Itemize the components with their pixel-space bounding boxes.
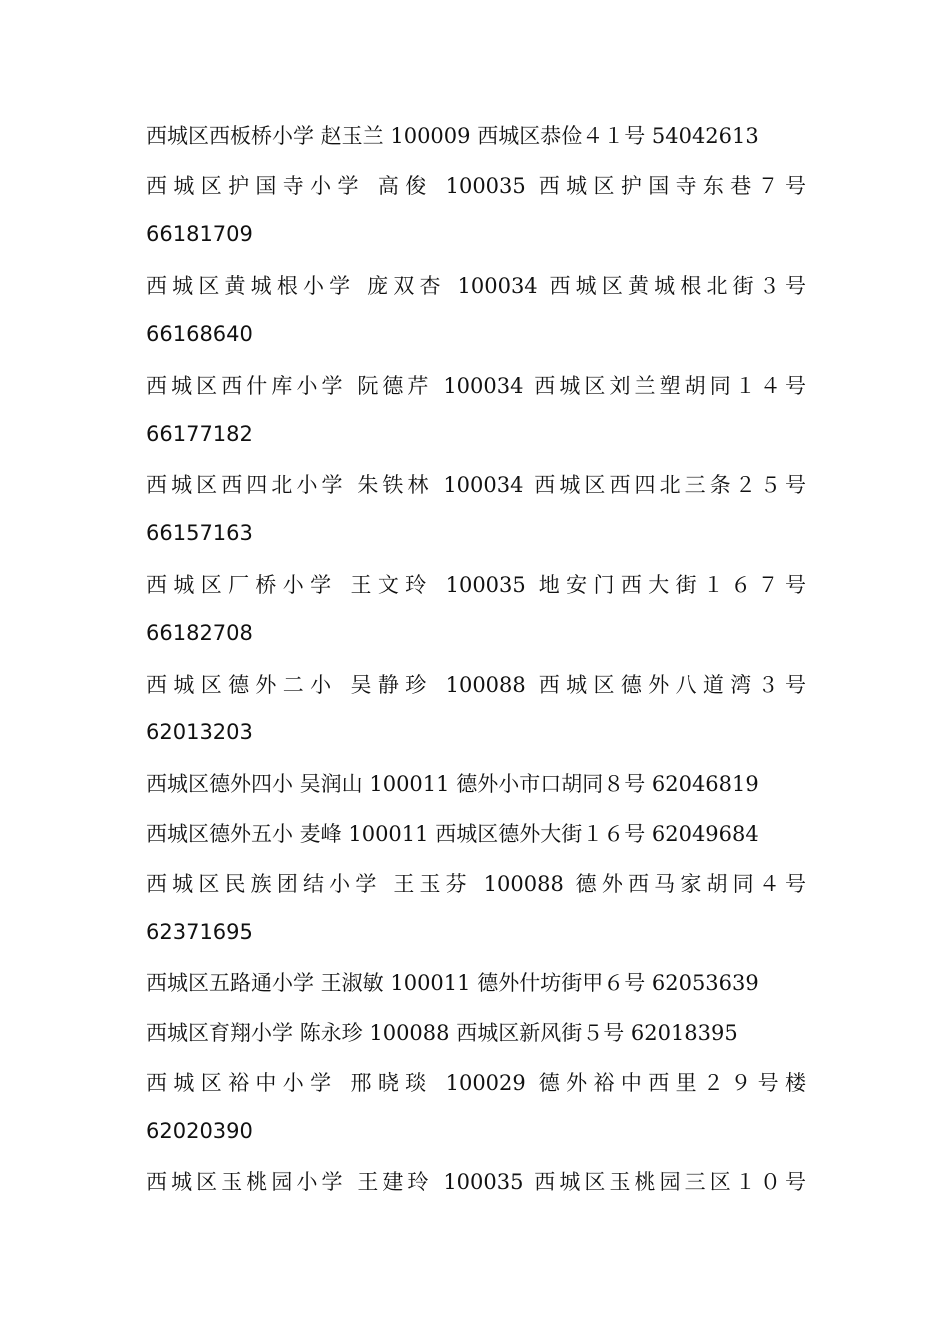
- text-line: 62013203: [146, 720, 253, 744]
- text-line: 西城区民族团结小学 王玉芬 100088 德外西马家胡同４号: [146, 872, 806, 896]
- text-line: 西城区西什库小学 阮德芹 100034 西城区刘兰塑胡同１４号: [146, 374, 806, 398]
- text-line: 66157163: [146, 521, 253, 545]
- text-line: 西城区育翔小学 陈永珍 100088 西城区新风街５号 62018395: [146, 1021, 738, 1045]
- text-line: 西城区西板桥小学 赵玉兰 100009 西城区恭俭４１号 54042613: [146, 124, 759, 148]
- text-line: 62371695: [146, 920, 253, 944]
- text-line: 66181709: [146, 222, 253, 246]
- text-line: 西城区五路通小学 王淑敏 100011 德外什坊街甲６号 62053639: [146, 971, 759, 995]
- text-line: 西城区黄城根小学 庞双杏 100034 西城区黄城根北街３号: [146, 274, 806, 298]
- text-line: 66168640: [146, 322, 253, 346]
- text-line: 西城区德外五小 麦峰 100011 西城区德外大街１６号 62049684: [146, 822, 759, 846]
- text-line: 66177182: [146, 422, 253, 446]
- text-line: 62020390: [146, 1119, 253, 1143]
- text-line: 西城区德外二小 吴静珍 100088 西城区德外八道湾３号: [146, 673, 806, 697]
- text-line: 西城区裕中小学 邢晓琰 100029 德外裕中西里２９号楼: [146, 1071, 806, 1095]
- text-line: 西城区西四北小学 朱铁林 100034 西城区西四北三条２５号: [146, 473, 806, 497]
- text-line: 西城区德外四小 吴润山 100011 德外小市口胡同８号 62046819: [146, 772, 759, 796]
- text-line: 66182708: [146, 621, 253, 645]
- text-line: 西城区厂桥小学 王文玲 100035 地安门西大街１６７号: [146, 573, 806, 597]
- text-line: 西城区玉桃园小学 王建玲 100035 西城区玉桃园三区１０号: [146, 1170, 806, 1194]
- text-line: 西城区护国寺小学 高俊 100035 西城区护国寺东巷７号: [146, 174, 806, 198]
